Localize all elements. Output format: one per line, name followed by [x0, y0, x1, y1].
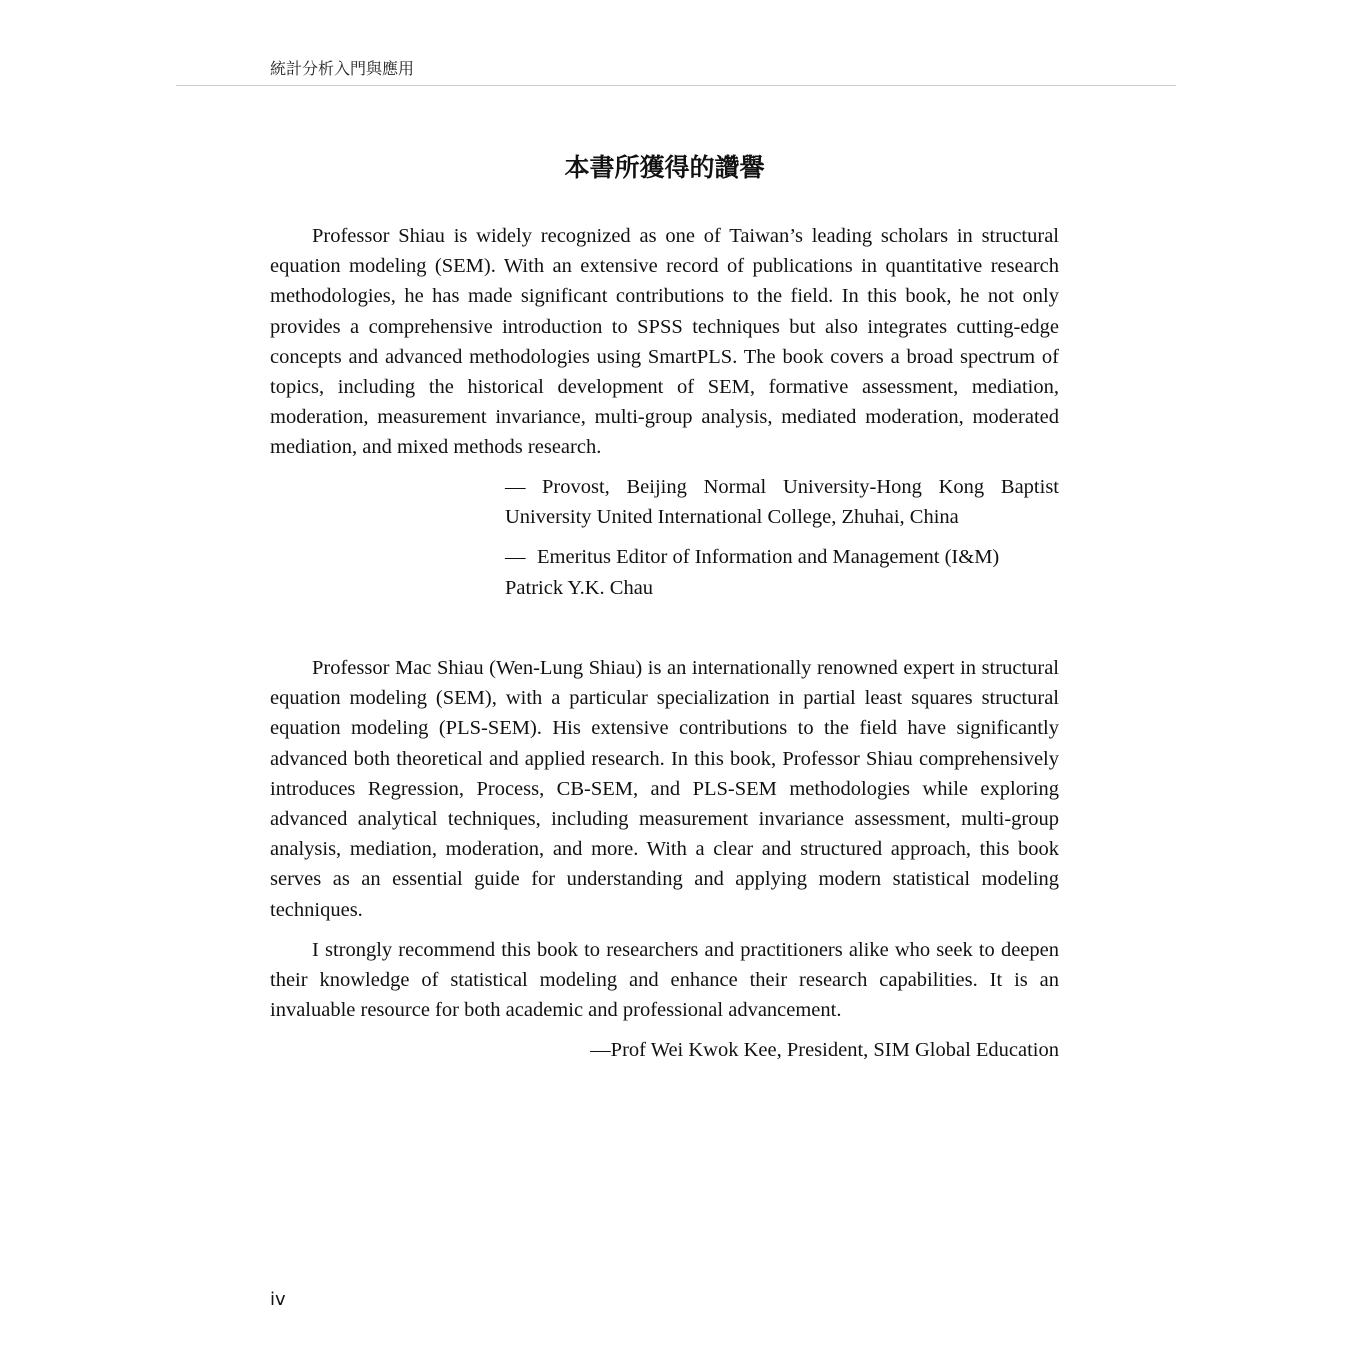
page-number: iv [270, 1289, 286, 1310]
attribution-author: Patrick Y.K. Chau [505, 576, 654, 599]
endorsement-2-paragraph-2: I strongly recommend this book to researchers and practitioners alike who seek to deepen their knowledge of statistical modeling and enhance their research capabilities. It is an invaluable resource for both academic and professional advancement. [270, 938, 1059, 1022]
page-title: 本書所獲得的讚譽 [564, 153, 765, 182]
header-divider [176, 85, 1176, 86]
attribution-editor-text: Emeritus Editor of Information and Management (I&M) [537, 546, 1000, 569]
endorsement-2-attribution: —Prof Wei Kwok Kee, President, SIM Global Education [590, 1039, 1059, 1061]
endorsement-2 [270, 653, 1059, 1025]
endorsement-1-attribution [505, 472, 1059, 603]
endorsement-1-paragraph: Professor Shiau is widely recognized as one of Taiwan’s leading scholars in structural equation modeling (SEM). With an extensive record of publications in quantitative research methodologies, he has made significant contributions to the field. In this book, he not only provides a comprehensive introduction to SPSS techniques but also integrates cutting-edge concepts and advanced methodologies using SmartPLS. The book covers a broad spectrum of topics, including the historical development of SEM, formative assessment, mediation, moderation, measurement invariance, multi-group analysis, mediated moderation, moderated mediation, and mixed methods research. [270, 225, 1059, 459]
attribution-provost-text: Provost, Beijing Normal University-Hong Kong Baptist University United International College, Zhuhai, China [505, 476, 1059, 529]
endorsement-1 [270, 221, 1059, 463]
attribution-editor [505, 542, 1059, 572]
em-dash: — [505, 546, 526, 569]
running-header: 統計分析入門與應用 [270, 59, 415, 78]
endorsement-2-paragraph-1: Professor Mac Shiau (Wen-Lung Shiau) is an internationally renowned expert in structural equation modeling (SEM), with a particular specialization in partial least squares structural equation modeling (PLS-SEM). His extensive contributions to the field have significantly advanced both theoretical and applied research. In this book, Professor Shiau comprehensively introduces Regression, Process, CB-SEM, and PLS-SEM methodologies while exploring advanced analytical techniques, including measurement invariance assessment, multi-group analysis, mediation, moderation, and more. With a clear and structured approach, this book serves as an essential guide for understanding and applying modern statistical modeling techniques. [270, 657, 1059, 921]
em-dash: — [505, 476, 526, 498]
attribution-provost [505, 472, 1059, 532]
